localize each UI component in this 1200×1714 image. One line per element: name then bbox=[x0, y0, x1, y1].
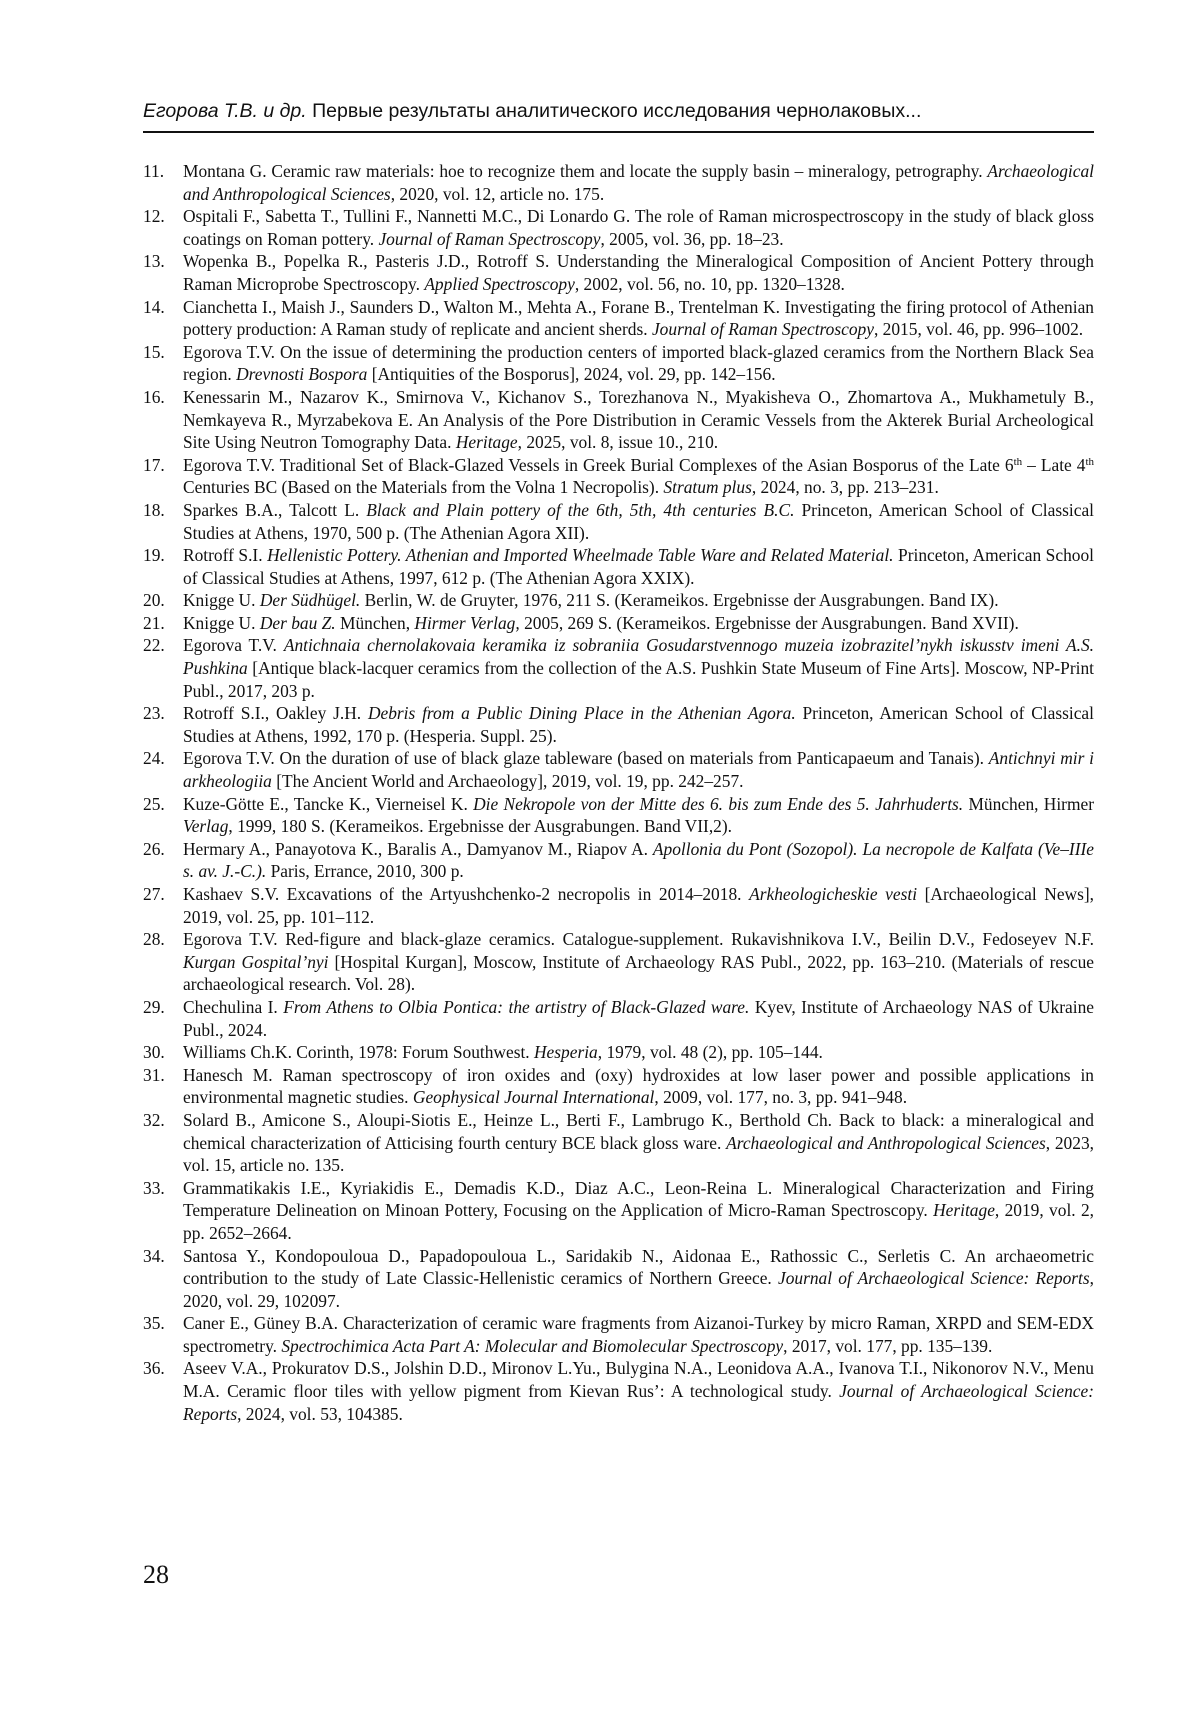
reference-segment: Princeton, American School of Classical Studies at Athens, 1970, 500 p. (The Athenian Agora XII). bbox=[183, 499, 1094, 543]
reference-segment: , 2017, vol. 177, pp. 135–139. bbox=[783, 1335, 993, 1356]
reference-text bbox=[183, 883, 1094, 928]
reference-text bbox=[183, 160, 1094, 205]
reference-italic-segment: Hirmer Verlag, bbox=[414, 612, 520, 633]
reference-item bbox=[143, 1357, 1094, 1425]
reference-text bbox=[183, 341, 1094, 386]
reference-segment: , 2023, vol. 15, article no. 135. bbox=[183, 1132, 1094, 1176]
reference-segment: Kuze-Götte E., Tancke K., Vierneisel K. bbox=[183, 793, 474, 814]
reference-segment: Berlin, W. de Gruyter, 1976, 211 S. (Kerameikos. Ergebnisse der Ausgrabungen. Band IX). bbox=[360, 590, 999, 611]
reference-number: 31. bbox=[143, 1064, 165, 1085]
reference-number: 36. bbox=[143, 1358, 165, 1379]
reference-segment: Princeton, American School of Classical Studies at Athens, 1992, 170 p. (Hesperia. Suppl. 25). bbox=[183, 703, 1094, 746]
reference-segment: [Hospital Kurgan], Moscow, Institute of Archaeology RAS Publ., 2022, pp. 163–210. (Materials of rescue archaeological research. Vol. 28). bbox=[183, 951, 1094, 995]
reference-segment: , 1999, 180 S. (Kerameikos. Ergebnisse der Ausgrabungen. Band VII,2). bbox=[228, 816, 733, 837]
reference-item bbox=[143, 160, 1094, 205]
reference-superscript: th bbox=[1013, 455, 1023, 468]
reference-text bbox=[183, 634, 1094, 702]
reference-superscript: th bbox=[1085, 455, 1095, 468]
reference-segment: Williams Ch.K. Corinth, 1978: Forum Southwest. bbox=[183, 1042, 534, 1063]
reference-text bbox=[183, 1357, 1094, 1425]
reference-italic-segment: Journal of Archaeological Science: Reports bbox=[183, 1381, 1094, 1424]
reference-item bbox=[143, 702, 1094, 747]
reference-text bbox=[183, 1245, 1094, 1313]
reference-number: 22. bbox=[143, 635, 165, 656]
reference-segment: Rotroff S.I. bbox=[183, 545, 268, 566]
reference-text bbox=[183, 1041, 1094, 1064]
reference-segment: Kyev, Institute of Archaeology NAS of Ukraine Publ., 2024. bbox=[183, 996, 1094, 1040]
reference-segment: Wopenka B., Popelka R., Pasteris J.D., Rotroff S. Understanding the Mineralogical Composition of Ancient Pottery through Raman Microprobe Spectroscopy. bbox=[183, 251, 1094, 294]
reference-text bbox=[183, 1109, 1094, 1177]
reference-segment: Knigge U. bbox=[183, 612, 260, 633]
reference-segment: [Archaeological News], 2019, vol. 25, pp. 101–112. bbox=[183, 884, 1094, 927]
reference-number: 26. bbox=[143, 838, 165, 859]
reference-item bbox=[143, 634, 1094, 702]
reference-text bbox=[183, 612, 1094, 635]
page-number: 28 bbox=[143, 1560, 169, 1589]
reference-segment: Aseev V.A., Prokuratov D.S., Jolshin D.D., Mironov L.Yu., Bulygina N.A., Leonidova A.A., Ivanova T.I., Nikonorov N.V., Menu M.A. Ceramic floor tiles with yellow pigment from Kievan Rus’: A technological study. bbox=[183, 1358, 1094, 1402]
reference-segment: Egorova T.V. On the duration of use of black glaze tableware (based on materials from Panticapaeum and Tanais). bbox=[183, 748, 989, 769]
reference-number: 13. bbox=[143, 251, 165, 272]
reference-italic-segment: Archaeological and Anthropological Sciences bbox=[183, 161, 1094, 204]
reference-number: 35. bbox=[143, 1313, 165, 1334]
reference-number: 32. bbox=[143, 1109, 165, 1130]
reference-italic-segment: Black and Plain pottery of the 6th, 5th, 4th centuries B.C. bbox=[366, 499, 795, 520]
reference-segment: München, Hirmer bbox=[963, 793, 1094, 814]
reference-segment: [Antique black-lacquer ceramics from the collection of the A.S. Pushkin State Museum of Fine Arts]. Moscow, NP-Print Publ., 2017, 203 p. bbox=[183, 658, 1094, 701]
reference-item bbox=[143, 928, 1094, 996]
reference-italic-segment: Geophysical Journal International bbox=[412, 1087, 655, 1108]
reference-segment: Cianchetta I., Maish J., Saunders D., Walton M., Mehta A., Forane B., Trentelman K. Investigating the firing protocol of Athenian pottery production: A Raman study of replicate and ancient sherds. bbox=[183, 296, 1094, 340]
reference-text bbox=[183, 205, 1094, 250]
reference-segment: Ospitali F., Sabetta T., Tullini F., Nannetti M.C., Di Lonardo G. The role of Raman microspectroscopy in the study of black gloss coatings on Roman pottery. bbox=[183, 206, 1094, 249]
reference-italic-segment: Heritage bbox=[933, 1200, 995, 1221]
reference-segment: 2005, 269 S. (Kerameikos. Ergebnisse der Ausgrabungen. Band XVII). bbox=[519, 612, 1019, 633]
reference-number: 11. bbox=[143, 161, 165, 181]
reference-item bbox=[143, 341, 1094, 386]
reference-segment: Chechulina I. bbox=[183, 996, 284, 1017]
reference-italic-segment: Antichnyi mir i arkheologiia bbox=[183, 748, 1094, 792]
reference-italic-segment: Der Südhügel. bbox=[259, 590, 361, 611]
reference-segment: [Antiquities of the Bosporus], 2024, vol. 29, pp. 142–156. bbox=[367, 364, 776, 385]
reference-italic-segment: Hellenistic Pottery. Athenian and Imported Wheelmade Table Ware and Related Material. bbox=[267, 545, 894, 566]
reference-item bbox=[143, 838, 1094, 883]
reference-segment: Solard B., Amicone S., Aloupi-Siotis E., Heinze L., Berti F., Lambrugo K., Berthold Ch. Back to black: a mineralogical and chemical characterization of Atticising fourth century BCE black gloss ware. bbox=[183, 1109, 1094, 1153]
reference-item bbox=[143, 296, 1094, 341]
reference-italic-segment: Drevnosti Bospora bbox=[236, 364, 368, 385]
reference-segment: , 2025, vol. 8, issue 10., 210. bbox=[517, 432, 719, 453]
reference-item bbox=[143, 1312, 1094, 1357]
reference-segment: München, bbox=[335, 612, 415, 633]
reference-italic-segment: Archaeological and Anthropological Sciences bbox=[726, 1132, 1046, 1153]
reference-segment: Hermary A., Panayotova K., Baralis A., Damyanov M., Riapov A. bbox=[183, 838, 653, 859]
reference-segment: , 2024, vol. 53, 104385. bbox=[237, 1403, 403, 1424]
reference-segment: Sparkes B.A., Talcott L. bbox=[183, 499, 367, 520]
reference-italic-segment: Die Nekropole von der Mitte des 6. bis zum Ende des 5. Jahrhuderts. bbox=[473, 793, 964, 814]
reference-number: 19. bbox=[143, 545, 165, 566]
reference-segment: Montana G. Ceramic raw materials: hoe to recognize them and locate the supply basin – mineralogy, petrography. bbox=[183, 161, 988, 181]
reference-segment: , 2002, vol. 56, no. 10, pp. 1320–1328. bbox=[574, 273, 845, 294]
reference-item bbox=[143, 747, 1094, 792]
reference-segment: , 2020, vol. 29, 102097. bbox=[183, 1268, 1094, 1311]
reference-segment: , 2019, vol. 2, pp. 2652–2664. bbox=[183, 1200, 1094, 1243]
reference-italic-segment: Spectrochimica Acta Part A: Molecular and Biomolecular Spectroscopy bbox=[281, 1335, 784, 1356]
reference-item bbox=[143, 996, 1094, 1041]
reference-italic-segment: Hesperia bbox=[534, 1042, 598, 1063]
reference-italic-segment: Debris from a Public Dining Place in the Athenian Agora. bbox=[367, 703, 796, 724]
reference-item bbox=[143, 589, 1094, 612]
header-rule bbox=[143, 131, 1094, 133]
reference-text bbox=[183, 793, 1094, 838]
running-head-title: Первые результаты аналитического исследования чернолаковых... bbox=[312, 100, 922, 122]
reference-segment: Grammatikakis I.E., Kyriakidis E., Demadis K.D., Diaz A.C., Leon-Reina L. Mineralogical Characterization and Firing Temperature Delineation on Minoan Pottery, Focusing on the Application of Micro-Raman Spectroscopy. bbox=[183, 1177, 1094, 1221]
reference-number: 23. bbox=[143, 703, 165, 724]
reference-number: 12. bbox=[143, 206, 165, 227]
reference-segment: , 2024, no. 3, pp. 213–231. bbox=[751, 477, 939, 498]
reference-item bbox=[143, 1177, 1094, 1245]
running-head bbox=[143, 100, 1093, 123]
reference-list bbox=[143, 160, 1094, 1425]
reference-segment: , 2020, vol. 12, article no. 175. bbox=[390, 183, 605, 204]
reference-italic-segment: Journal of Raman Spectroscopy bbox=[378, 228, 601, 249]
reference-segment: Paris, Errance, 2010, 300 p. bbox=[266, 861, 464, 882]
reference-italic-segment: Stratum plus bbox=[663, 477, 752, 498]
reference-item bbox=[143, 454, 1094, 499]
reference-number: 29. bbox=[143, 996, 165, 1017]
reference-segment: Santosa Y., Kondopouloua D., Papadopouloua L., Saridakib N., Aidonaa E., Rathossic C., Serletis C. An archaeometric contribution to the study of Late Classic-Hellenistic ceramics of Northern Greece. bbox=[183, 1245, 1094, 1289]
reference-text bbox=[183, 454, 1094, 499]
reference-number: 18. bbox=[143, 499, 165, 520]
reference-item bbox=[143, 883, 1094, 928]
reference-number: 30. bbox=[143, 1042, 165, 1063]
reference-segment: [The Ancient World and Archaeology], 2019, vol. 19, pp. 242–257. bbox=[271, 771, 744, 792]
reference-segment: Kenessarin M., Nazarov K., Smirnova V., Kichanov S., Torezhanova N., Myakisheva O., Zhomartova A., Mukhametuly B., Nemkayeva R., Myrzabekova E. An Analysis of the Pore Distribution in Ceramic Vessels from the Akterek Burial Archeological Site Using Neutron Tomography Data. bbox=[183, 386, 1094, 453]
reference-item bbox=[143, 386, 1094, 454]
reference-number: 33. bbox=[143, 1177, 165, 1198]
reference-text bbox=[183, 1177, 1094, 1245]
reference-item bbox=[143, 1041, 1094, 1064]
reference-segment: Caner E., Güney B.A. Characterization of ceramic ware fragments from Aizanoi-Turkey by micro Raman, XRPD and SEM-EDX spectrometry. bbox=[183, 1313, 1094, 1356]
reference-segment: Hanesch M. Raman spectroscopy of iron oxides and (oxy) hydroxides at low laser power and possible applications in environmental magnetic studies. bbox=[183, 1064, 1094, 1108]
reference-italic-segment: Journal of Archaeological Science: Reports bbox=[777, 1268, 1090, 1289]
reference-segment: , 2009, vol. 177, no. 3, pp. 941–948. bbox=[654, 1087, 908, 1108]
reference-number: 24. bbox=[143, 748, 165, 769]
running-head-authors: Егорова Т.В. и др. bbox=[143, 100, 307, 122]
reference-segment: Rotroff S.I., Oakley J.H. bbox=[183, 703, 368, 724]
reference-segment: , 1979, vol. 48 (2), pp. 105–144. bbox=[597, 1042, 823, 1063]
reference-segment: – Late 4 bbox=[1022, 454, 1086, 475]
reference-segment: Egorova T.V. Red-figure and black-glaze ceramics. Catalogue-supplement. Rukavishnikova I.V., Beilin D.V., Fedoseyev N.F. bbox=[183, 929, 1094, 950]
reference-number: 34. bbox=[143, 1245, 165, 1266]
reference-italic-segment: Journal of Raman Spectroscopy bbox=[651, 319, 874, 340]
reference-item bbox=[143, 612, 1094, 635]
reference-text bbox=[183, 928, 1094, 996]
reference-number: 14. bbox=[143, 296, 165, 317]
reference-italic-segment: Arkheologicheskie vesti bbox=[749, 884, 918, 904]
reference-text bbox=[183, 702, 1094, 747]
reference-text bbox=[183, 1064, 1094, 1109]
reference-item bbox=[143, 544, 1094, 589]
reference-number: 27. bbox=[143, 884, 165, 904]
reference-number: 28. bbox=[143, 929, 165, 950]
reference-italic-segment: Antichnaia chernolakovaia keramika iz sobraniia Gosudarstvennogo muzeia izobrazitel’nykh iskusstv imeni A.S. Pushkina bbox=[183, 635, 1095, 679]
reference-item bbox=[143, 1245, 1094, 1313]
reference-italic-segment: Kurgan Gospital’nyi bbox=[183, 951, 329, 972]
reference-item bbox=[143, 1064, 1094, 1109]
reference-italic-segment: Heritage bbox=[455, 432, 518, 453]
reference-segment: Kashaev S.V. Excavations of the Artyushchenko-2 necropolis in 2014–2018. bbox=[183, 884, 750, 904]
reference-segment: , 2015, vol. 46, pp. 996–1002. bbox=[873, 319, 1084, 340]
reference-text bbox=[183, 996, 1094, 1041]
reference-number: 15. bbox=[143, 341, 165, 362]
reference-text bbox=[183, 1312, 1094, 1357]
reference-segment: Egorova T.V. On the issue of determining the production centers of imported black-glazed ceramics from the Northern Black Sea region. bbox=[183, 341, 1094, 385]
reference-text bbox=[183, 589, 1094, 612]
reference-italic-segment: Apollonia du Pont (Sozopol). La necropole de Kalfata (Ve–IIIe s. av. J.-C.). bbox=[183, 838, 1094, 882]
reference-text bbox=[183, 838, 1094, 883]
reference-italic-segment: Der bau Z. bbox=[259, 612, 336, 633]
reference-text bbox=[183, 386, 1094, 454]
reference-italic-segment: From Athens to Olbia Pontica: the artistry of Black-Glazed ware. bbox=[283, 996, 750, 1017]
reference-segment: Egorova T.V. Traditional Set of Black-Glazed Vessels in Greek Burial Complexes of the Asian Bosporus of the Late 6 bbox=[183, 454, 1014, 475]
reference-segment: Egorova T.V. bbox=[183, 635, 284, 656]
reference-text bbox=[183, 544, 1094, 589]
reference-number: 25. bbox=[143, 793, 165, 814]
reference-italic-segment: Verlag bbox=[183, 816, 229, 837]
reference-item bbox=[143, 793, 1094, 838]
reference-segment: Centuries BC (Based on the Materials from the Volna 1 Necropolis). bbox=[183, 477, 664, 498]
reference-number: 21. bbox=[143, 612, 165, 633]
reference-text bbox=[183, 250, 1094, 295]
reference-item bbox=[143, 499, 1094, 544]
reference-text bbox=[183, 499, 1094, 544]
reference-item bbox=[143, 205, 1094, 250]
reference-segment: Knigge U. bbox=[183, 590, 260, 611]
reference-item bbox=[143, 1109, 1094, 1177]
reference-segment: , 2005, vol. 36, pp. 18–23. bbox=[600, 228, 784, 249]
reference-segment: Princeton, American School of Classical Studies at Athens, 1997, 612 p. (The Athenian Agora XXIX). bbox=[183, 545, 1094, 588]
reference-text bbox=[183, 296, 1094, 341]
reference-number: 16. bbox=[143, 386, 165, 407]
reference-italic-segment: Applied Spectroscopy bbox=[424, 273, 575, 294]
reference-text bbox=[183, 747, 1094, 792]
reference-number: 20. bbox=[143, 590, 165, 611]
reference-item bbox=[143, 250, 1094, 295]
reference-number: 17. bbox=[143, 454, 165, 475]
